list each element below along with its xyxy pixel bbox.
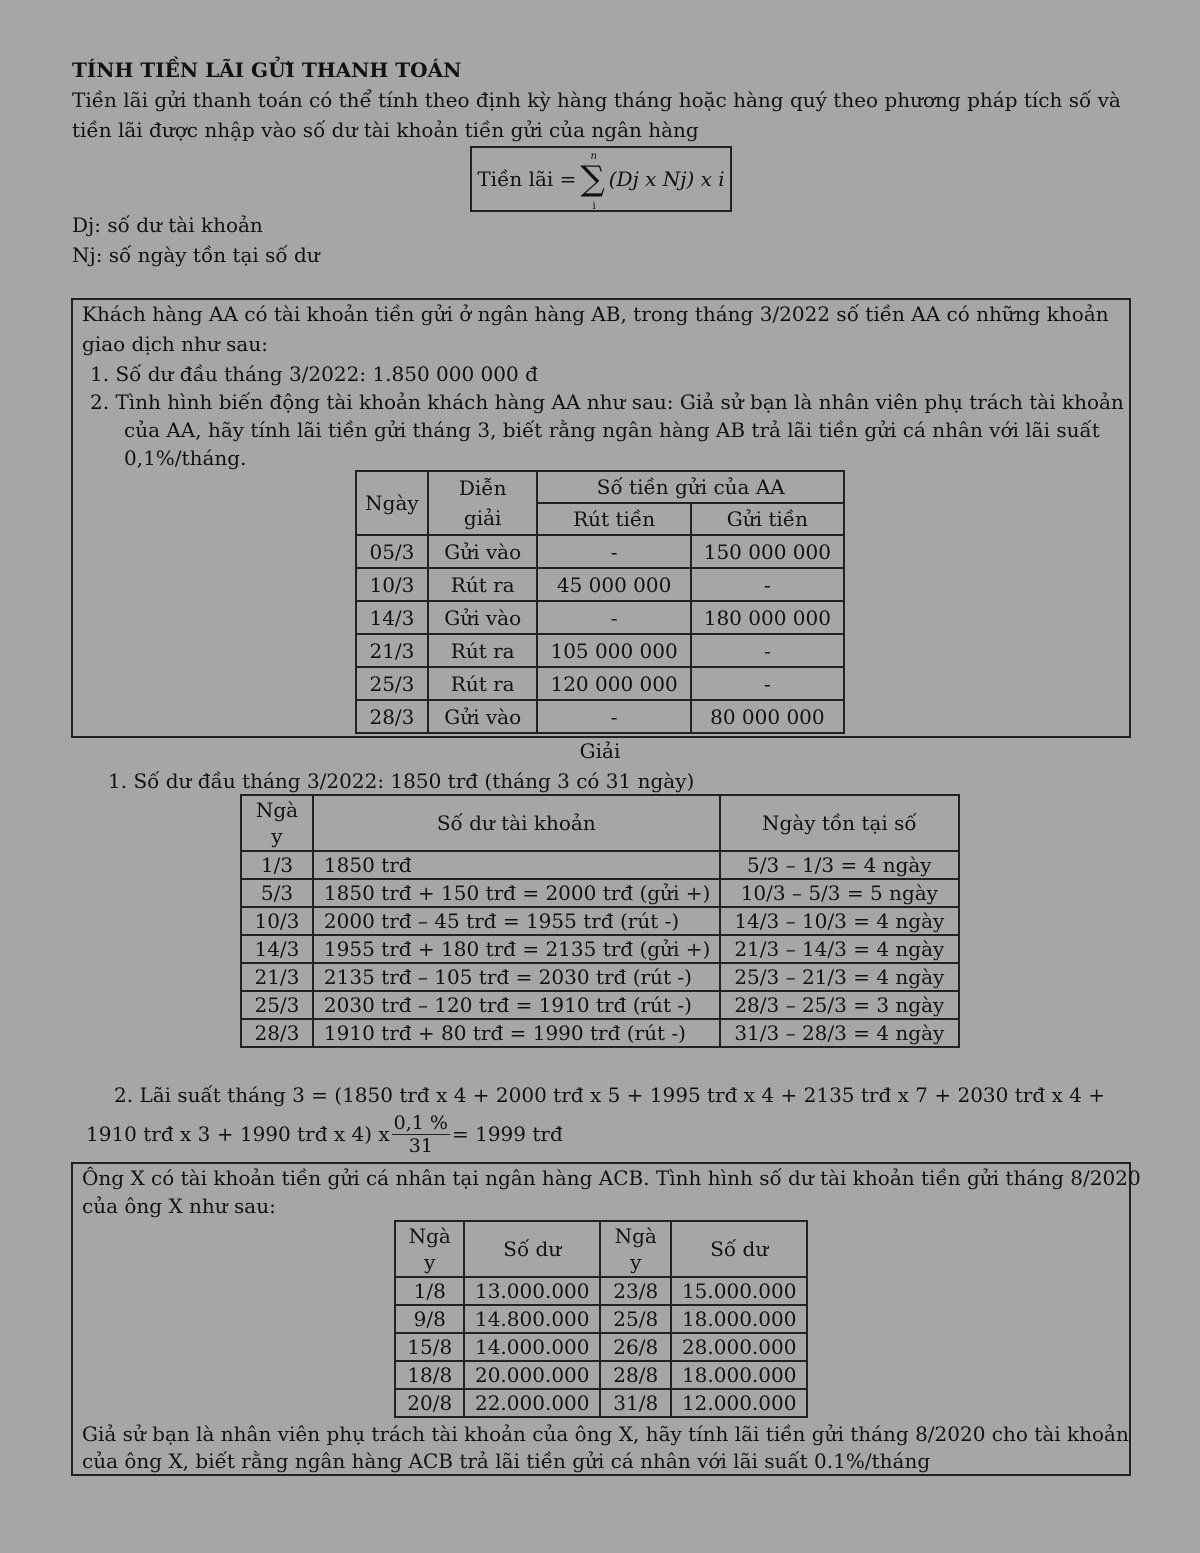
solution-heading: Giải — [579, 739, 621, 763]
header-date-2: Ngà y — [600, 1221, 671, 1277]
header-withdraw: Rút tiền — [537, 503, 690, 535]
table-row: 10/3 2000 trđ – 45 trđ = 1955 trđ (rút -) 14/3 – 10/3 = 4 ngày — [241, 907, 959, 935]
problem-1-line-1: Khách hàng AA có tài khoản tiền gửi ở ngân hàng AB, trong tháng 3/2022 số tiền AA có những khoản — [82, 302, 1109, 326]
table-row: 14/3 Gửi vào - 180 000 000 — [356, 601, 844, 634]
balance-table — [240, 794, 960, 1048]
table-row: 5/3 1850 trđ + 150 trđ = 2000 trđ (gửi +) 10/3 – 5/3 = 5 ngày — [241, 879, 959, 907]
problem-1-item-2-line-2: của AA, hãy tính lãi tiền gửi tháng 3, biết rằng ngân hàng AB trả lãi tiền gửi cá nhân với lãi suất — [124, 418, 1100, 442]
header-description: Diễn giải — [428, 471, 538, 535]
page-title: TÍNH TIỀN LÃI GỬI THANH TOÁN — [72, 58, 462, 82]
interest-formula — [470, 146, 732, 212]
header-amount: Số tiền gửi của AA — [537, 471, 844, 503]
definition-dj: Dj: số dư tài khoản — [72, 213, 263, 237]
problem-2-footer-line-1: Giả sử bạn là nhân viên phụ trách tài khoản của ông X, hãy tính lãi tiền gửi tháng 8/2020 cho tài khoản — [82, 1422, 1129, 1446]
table-row: 21/3 2135 trđ – 105 trđ = 2030 trđ (rút -) 25/3 – 21/3 = 4 ngày — [241, 963, 959, 991]
problem-1-line-2: giao dịch như sau: — [82, 332, 268, 356]
table-row: 15/8 14.000.000 26/8 28.000.000 — [395, 1333, 807, 1361]
solution-step-1: 1. Số dư đầu tháng 3/2022: 1850 trđ (tháng 3 có 31 ngày) — [108, 769, 695, 793]
table-row: 20/8 22.000.000 31/8 12.000.000 — [395, 1389, 807, 1417]
balance-history-table — [394, 1220, 808, 1418]
header-deposit: Gửi tiền — [691, 503, 844, 535]
step-2-expression: 1910 trđ x 3 + 1990 trđ x 4) x — [86, 1122, 390, 1146]
header-date: Ngày — [356, 471, 428, 535]
definition-nj: Nj: số ngày tồn tại số dư — [72, 243, 320, 267]
problem-1-item-1: 1. Số dư đầu tháng 3/2022: 1.850 000 000 đ — [90, 362, 538, 386]
problem-1-item-2-line-3: 0,1%/tháng. — [124, 446, 247, 470]
table-row: 10/3 Rút ra 45 000 000 - — [356, 568, 844, 601]
rate-fraction — [392, 1112, 450, 1157]
sigma-upper-limit: n — [590, 151, 597, 162]
fraction-denominator: 31 — [408, 1134, 433, 1157]
problem-2-line-2: của ông X như sau: — [82, 1194, 276, 1218]
formula-body: (Dj x Nj) x i — [608, 167, 725, 191]
table-row: 25/3 Rút ra 120 000 000 - — [356, 667, 844, 700]
header-date: Ngà y — [241, 795, 313, 851]
intro-text-line-2: tiền lãi được nhập vào số dư tài khoản tiền gửi của ngân hàng — [72, 118, 699, 142]
table-row: 9/8 14.800.000 25/8 18.000.000 — [395, 1305, 807, 1333]
header-balance: Số dư — [464, 1221, 600, 1277]
intro-text-line-1: Tiền lãi gửi thanh toán có thể tính theo định kỳ hàng tháng hoặc hàng quý theo phương pháp tích số và — [72, 88, 1121, 112]
header-date: Ngà y — [395, 1221, 464, 1277]
transactions-table — [355, 470, 845, 734]
table-row: 18/8 20.000.000 28/8 18.000.000 — [395, 1361, 807, 1389]
fraction-numerator: 0,1 % — [393, 1111, 448, 1134]
table-row: 05/3 Gửi vào - 150 000 000 — [356, 535, 844, 568]
header-days: Ngày tồn tại số — [720, 795, 959, 851]
step-2-result: = 1999 trđ — [451, 1122, 563, 1146]
solution-step-2-line-2 — [86, 1108, 563, 1160]
problem-2-footer-line-2: của ông X, biết rằng ngân hàng ACB trả lãi tiền gửi cá nhân với lãi suất 0.1%/tháng — [82, 1449, 931, 1473]
table-row: 21/3 Rút ra 105 000 000 - — [356, 634, 844, 667]
table-row: 28/3 1910 trđ + 80 trđ = 1990 trđ (rút -) 31/3 – 28/3 = 4 ngày — [241, 1019, 959, 1047]
sigma-symbol: ∑ n i — [580, 151, 605, 212]
problem-2-line-1: Ông X có tài khoản tiền gửi cá nhân tại ngân hàng ACB. Tình hình số dư tài khoản tiền gửi tháng 8/2020 — [82, 1166, 1141, 1190]
header-balance-2: Số dư — [671, 1221, 807, 1277]
problem-1-item-2-line-1: 2. Tình hình biến động tài khoản khách hàng AA như sau: Giả sử bạn là nhân viên phụ trách tài khoản — [90, 390, 1124, 414]
table-row: 14/3 1955 trđ + 180 trđ = 2135 trđ (gửi +) 21/3 – 14/3 = 4 ngày — [241, 935, 959, 963]
header-balance: Số dư tài khoản — [313, 795, 720, 851]
sigma-lower-limit: i — [592, 201, 596, 212]
table-row: 25/3 2030 trđ – 120 trđ = 1910 trđ (rút -) 28/3 – 25/3 = 3 ngày — [241, 991, 959, 1019]
table-row: 28/3 Gửi vào - 80 000 000 — [356, 700, 844, 733]
formula-lhs: Tiền lãi = — [477, 167, 577, 191]
solution-step-2-line-1: 2. Lãi suất tháng 3 = (1850 trđ x 4 + 2000 trđ x 5 + 1995 trđ x 4 + 2135 trđ x 7 + 2030 trđ x 4 + — [114, 1083, 1105, 1107]
table-row: 1/8 13.000.000 23/8 15.000.000 — [395, 1277, 807, 1305]
table-row: 1/3 1850 trđ 5/3 – 1/3 = 4 ngày — [241, 851, 959, 879]
